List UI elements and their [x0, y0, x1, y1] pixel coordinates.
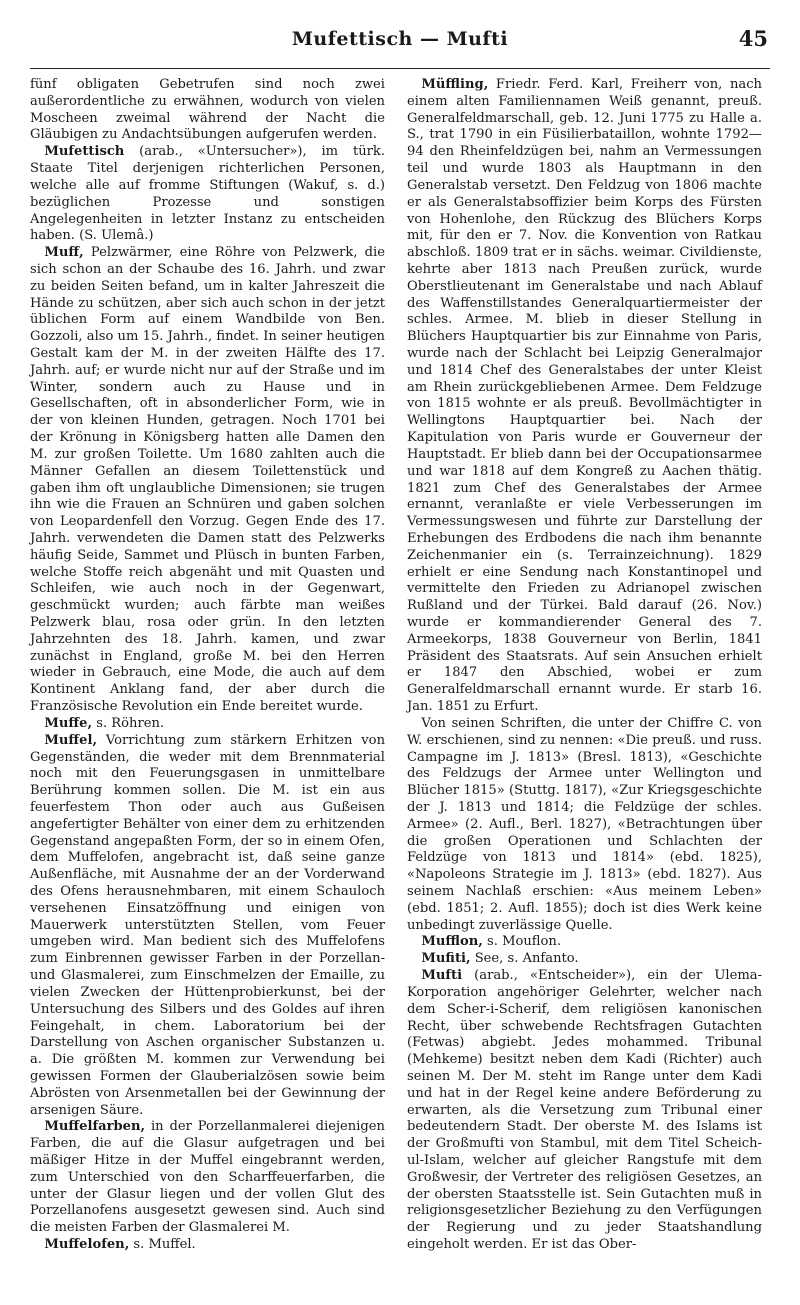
paragraph-text: (arab., «Untersucher»), im türk. Staate Titel derjenigen richterlichen Personen, welche alle auf fromme Stiftungen (Wakuf, s. d.) bezüglichen Prozesse und sonstigen Angelegenheiten in letzter Instanz zu entscheiden haben. (S. Ulemâ.) [30, 144, 385, 244]
paragraph-text: s. Mouflon. [482, 934, 561, 950]
paragraph [30, 144, 385, 245]
headword: Mufti [421, 968, 463, 984]
paragraph [30, 1237, 385, 1254]
paragraph [30, 733, 385, 1120]
column-container [30, 77, 770, 1254]
header-rule [30, 68, 770, 69]
paragraph [407, 716, 762, 935]
headword: Muffelofen, [44, 1237, 130, 1253]
paragraph [30, 1119, 385, 1237]
headword: Mufiti, [421, 951, 471, 967]
headword: Muff, [44, 245, 84, 261]
paragraph-text: in der Porzellanmalerei diejenigen Farben, die auf die Glasur aufgetragen und bei mäßiger Hitze in der Muffel eingebrannt werden, zum Unterschied von den Scharffeuerfarben, die unter der Glasur liegen und der vollen Glut des Porzellanofens ausgesetzt gewesen sind. Auch sind die meisten Farben der Glasmalerei M. [30, 1119, 385, 1236]
paragraph [30, 245, 385, 716]
page-header [30, 22, 770, 66]
headword: Mufettisch [44, 144, 125, 160]
paragraph-text: Von seinen Schriften, die unter der Chiffre C. von W. erschienen, sind zu nennen: «Die preuß. und russ. Campagne im J. 1813» (Bresl. 1813), «Geschichte des Feldzugs der Armee unter Wellington und Blücher 1815» (Stuttg. 1817), «Zur Kriegsgeschichte der J. 1813 und 1814; die Feldzüge der schles. Armee» (2. Aufl., Berl. 1827), «Betrachtungen über die großen Operationen und Schlachten der Feldzüge von 1813 und 1814» (ebd. 1825), «Napoleons Strategie im J. 1813» (ebd. 1827). Aus seinem Nachlaß erschien: «Aus meinem Leben» (ebd. 1851; 2. Aufl. 1855); doch ist dies Werk keine unbedingt zuverlässige Quelle. [407, 715, 762, 933]
paragraph-text: s. Röhren. [92, 715, 165, 731]
paragraph-text: Pelzwärmer, eine Röhre von Pelzwerk, die sich schon an der Schaube des 16. Jahrh. und zwar zu beiden Seiten befand, um in kalter Jahreszeit die Hände zu schützen, aber sich auch schon in der jetzt üblichen Form auf einem Wandbilde von Ben. Gozzoli, also um 15. Jahrh., findet. In seiner heutigen Gestalt kam der M. in der zweiten Hälfte des 17. Jahrh. auf; er wurde nicht nur auf der Straße und im Winter, sondern auch zu Hause und in Gesellschaften, oft in absonderlicher Form, wie in der von kleinen Hunden, getragen. Noch 1701 bei der Krönung in Königsberg hatten alle Damen den M. zur großen Toilette. Um 1680 zahlten auch die Männer Gefallen an diesem Toilettenstück und gaben ihm oft unglaubliche Dimensionen; sie trugen ihn wie die Frauen an Schnüren und gaben solchen von Leopardenfell den Vorzug. Gegen Ende des 17. Jahrh. verwendeten die Damen statt des Pelzwerks häufig Seide, Sammet und Plüsch in bunten Farben, welche Stoffe reich abgenäht und mit Quasten und Schleifen, wie auch noch in der Gegenwart, geschmückt wurden; auch färbte man weißes Pelzwerk blau, rosa oder grün. In den letzten Jahrzehnten des 18. Jahrh. kamen, und zwar zunächst in England, große M. bei den Herren wieder in Gebrauch, eine Mode, die auch auf dem Kontinent Anklang fand, der aber durch die Französische Revolution ein Ende bereitet wurde. [30, 245, 385, 715]
paragraph [407, 934, 762, 951]
paragraph-text: See, s. Anfanto. [470, 951, 579, 967]
paragraph-text: Friedr. Ferd. Karl, Freiherr von, nach einem alten Familiennamen Weiß genannt, preuß. Generalfeldmarschall, geb. 12. Juni 1775 zu Halle a. S., trat 1790 in ein Füsilierbataillon, wohnte 1792—94 den Rheinfeldzügen bei, nahm an Vermessungen teil und wurde 1803 als Hauptmann in den Generalstab versetzt. Den Feldzug von 1806 machte er als Generalstabsoffizier beim Korps des Fürsten von Hohenlohe, den Rückzug des Blüchers Korps mit, für den er 7. Nov. die Konvention von Ratkau abschloß. 1809 trat er in sächs. weimar. Civildienste, kehrte aber 1813 nach Preußen zurück, wurde Oberstlieutenant im Generalstabe und nach Ablauf des Waffenstillstandes Generalquartiermeister der schles. Armee. M. blieb in dieser Stellung in Blüchers Hauptquartier bis zur Einnahme von Paris, wurde nach der Schlacht bei Leipzig Generalmajor und 1814 Chef des Generalstabes der unter Kleist am Rhein zurückgebliebenen Armee. Dem Feldzuge von 1815 wohnte er als preuß. Bevollmächtigter in Wellingtons Hauptquartier bei. Nach der Kapitulation von Paris wurde er Gouverneur der Hauptstadt. Er blieb dann bei der Occupationsarmee und war 1818 auf dem Kongreß zu Aachen thätig. 1821 zum Chef des Generalstabes der Armee ernannt, veranlaßte er viele Verbesserungen im Vermessungswesen und führte zur Darstellung der Erhebungen des Erdbodens die nach ihm benannte Zeichenmanier ein (s. Terrainzeichnung). 1829 erhielt er eine Sendung nach Konstantinopel und vermittelte den Frieden zu Adrianopel zwischen Rußland und der Türkei. Bald darauf (26. Nov.) wurde er kommandierender General des 7. Armeekorps, 1838 Gouverneur von Berlin, 1841 Präsident des Staatsrats. Auf sein Ansuchen erhielt er 1847 den Abschied, wobei er zum Generalfeldmarschall ernannt wurde. Er starb 16. Jan. 1851 zu Erfurt. [407, 77, 762, 715]
page-number: 45 [738, 26, 768, 51]
headword: Muffe, [44, 715, 93, 731]
paragraph-text: Vorrichtung zum stärkern Erhitzen von Gegenständen, die weder mit dem Brennmaterial noch mit den Feuerungsgasen in unmittelbare Berührung kommen sollen. Die M. ist ein aus feuerfestem Thon oder auch aus Gußeisen angefertigter Behälter von einer dem zu erhitzenden Gegenstand angepaßten Form, der so in einem Ofen, dem Muffelofen, angebracht ist, daß seine ganze Außenfläche, mit Ausnahme der an der Vorderwand des Ofens herausnehmbaren, mit einem Schauloch versehenen Einsatzöffnung und einigen von Mauerwerk unterstützten Stellen, vom Feuer umgeben wird. Man bedient sich des Muffelofens zum Einbrennen gewisser Farben in der Porzellan- und Glasmalerei, zum Einschmelzen der Emaille, zu vielen Zwecken der Hüttenprobierkunst, bei der Untersuchung des Silbers und des Goldes auf ihren Feingehalt, in chem. Laboratorium bei der Darstellung von Aschen organischer Substanzen u. a. Die größten M. kommen zur Verwendung bei gewissen Formen der Glauberialzösen sowie beim Abrösten von Arsenmetallen bei der Gewinnung der arsenigen Säure. [30, 732, 385, 1118]
right-column [407, 77, 762, 1254]
running-head: Mufettisch — Mufti [291, 28, 509, 50]
paragraph-text: s. Muffel. [129, 1237, 196, 1253]
paragraph [30, 716, 385, 733]
headword: Mufflon, [421, 934, 483, 950]
headword: Muffelfarben, [44, 1119, 146, 1135]
left-column [30, 77, 385, 1254]
paragraph-text: (arab., «Entscheider»), ein der Ulema-Korporation angehöriger Gelehrter, welcher nach dem Scher-i-Scherif, dem religiösen kanonischen Recht, über schwebende Rechtsfragen Gutachten (Fetwas) abgiebt. Jedes mohammed. Tribunal (Mehkeme) besitzt neben dem Kadi (Richter) auch seinen M. Der M. steht im Range unter dem Kadi und hat in der Regel keine andere Beförderung zu erwarten, als die Versetzung zum Tribunal einer bedeutendern Stadt. Der oberste M. des Islams ist der Großmufti von Stambul, mit dem Titel Scheich-ul-Islam, welcher auf gleicher Rangstufe mit dem Großwesir, der Vertreter des religiösen Gesetzes, an der obersten Staatsstelle ist. Sein Gutachten muß in religionsgesetzlicher Beziehung zu den Verfügungen der Regierung und zu jeder Staatshandlung eingeholt werden. Er ist das Ober- [407, 968, 762, 1253]
paragraph-text: fünf obligaten Gebetrufen sind noch zwei außerordentliche zu erwähnen, wodurch von vielen Moscheen zweimal während der Nacht die Gläubigen zu Andachtsübungen aufgerufen werden. [30, 77, 385, 143]
paragraph [407, 77, 762, 716]
paragraph [407, 951, 762, 968]
headword: Müffling, [421, 77, 489, 92]
paragraph [30, 77, 385, 144]
paragraph [407, 968, 762, 1254]
headword: Muffel, [44, 732, 98, 748]
